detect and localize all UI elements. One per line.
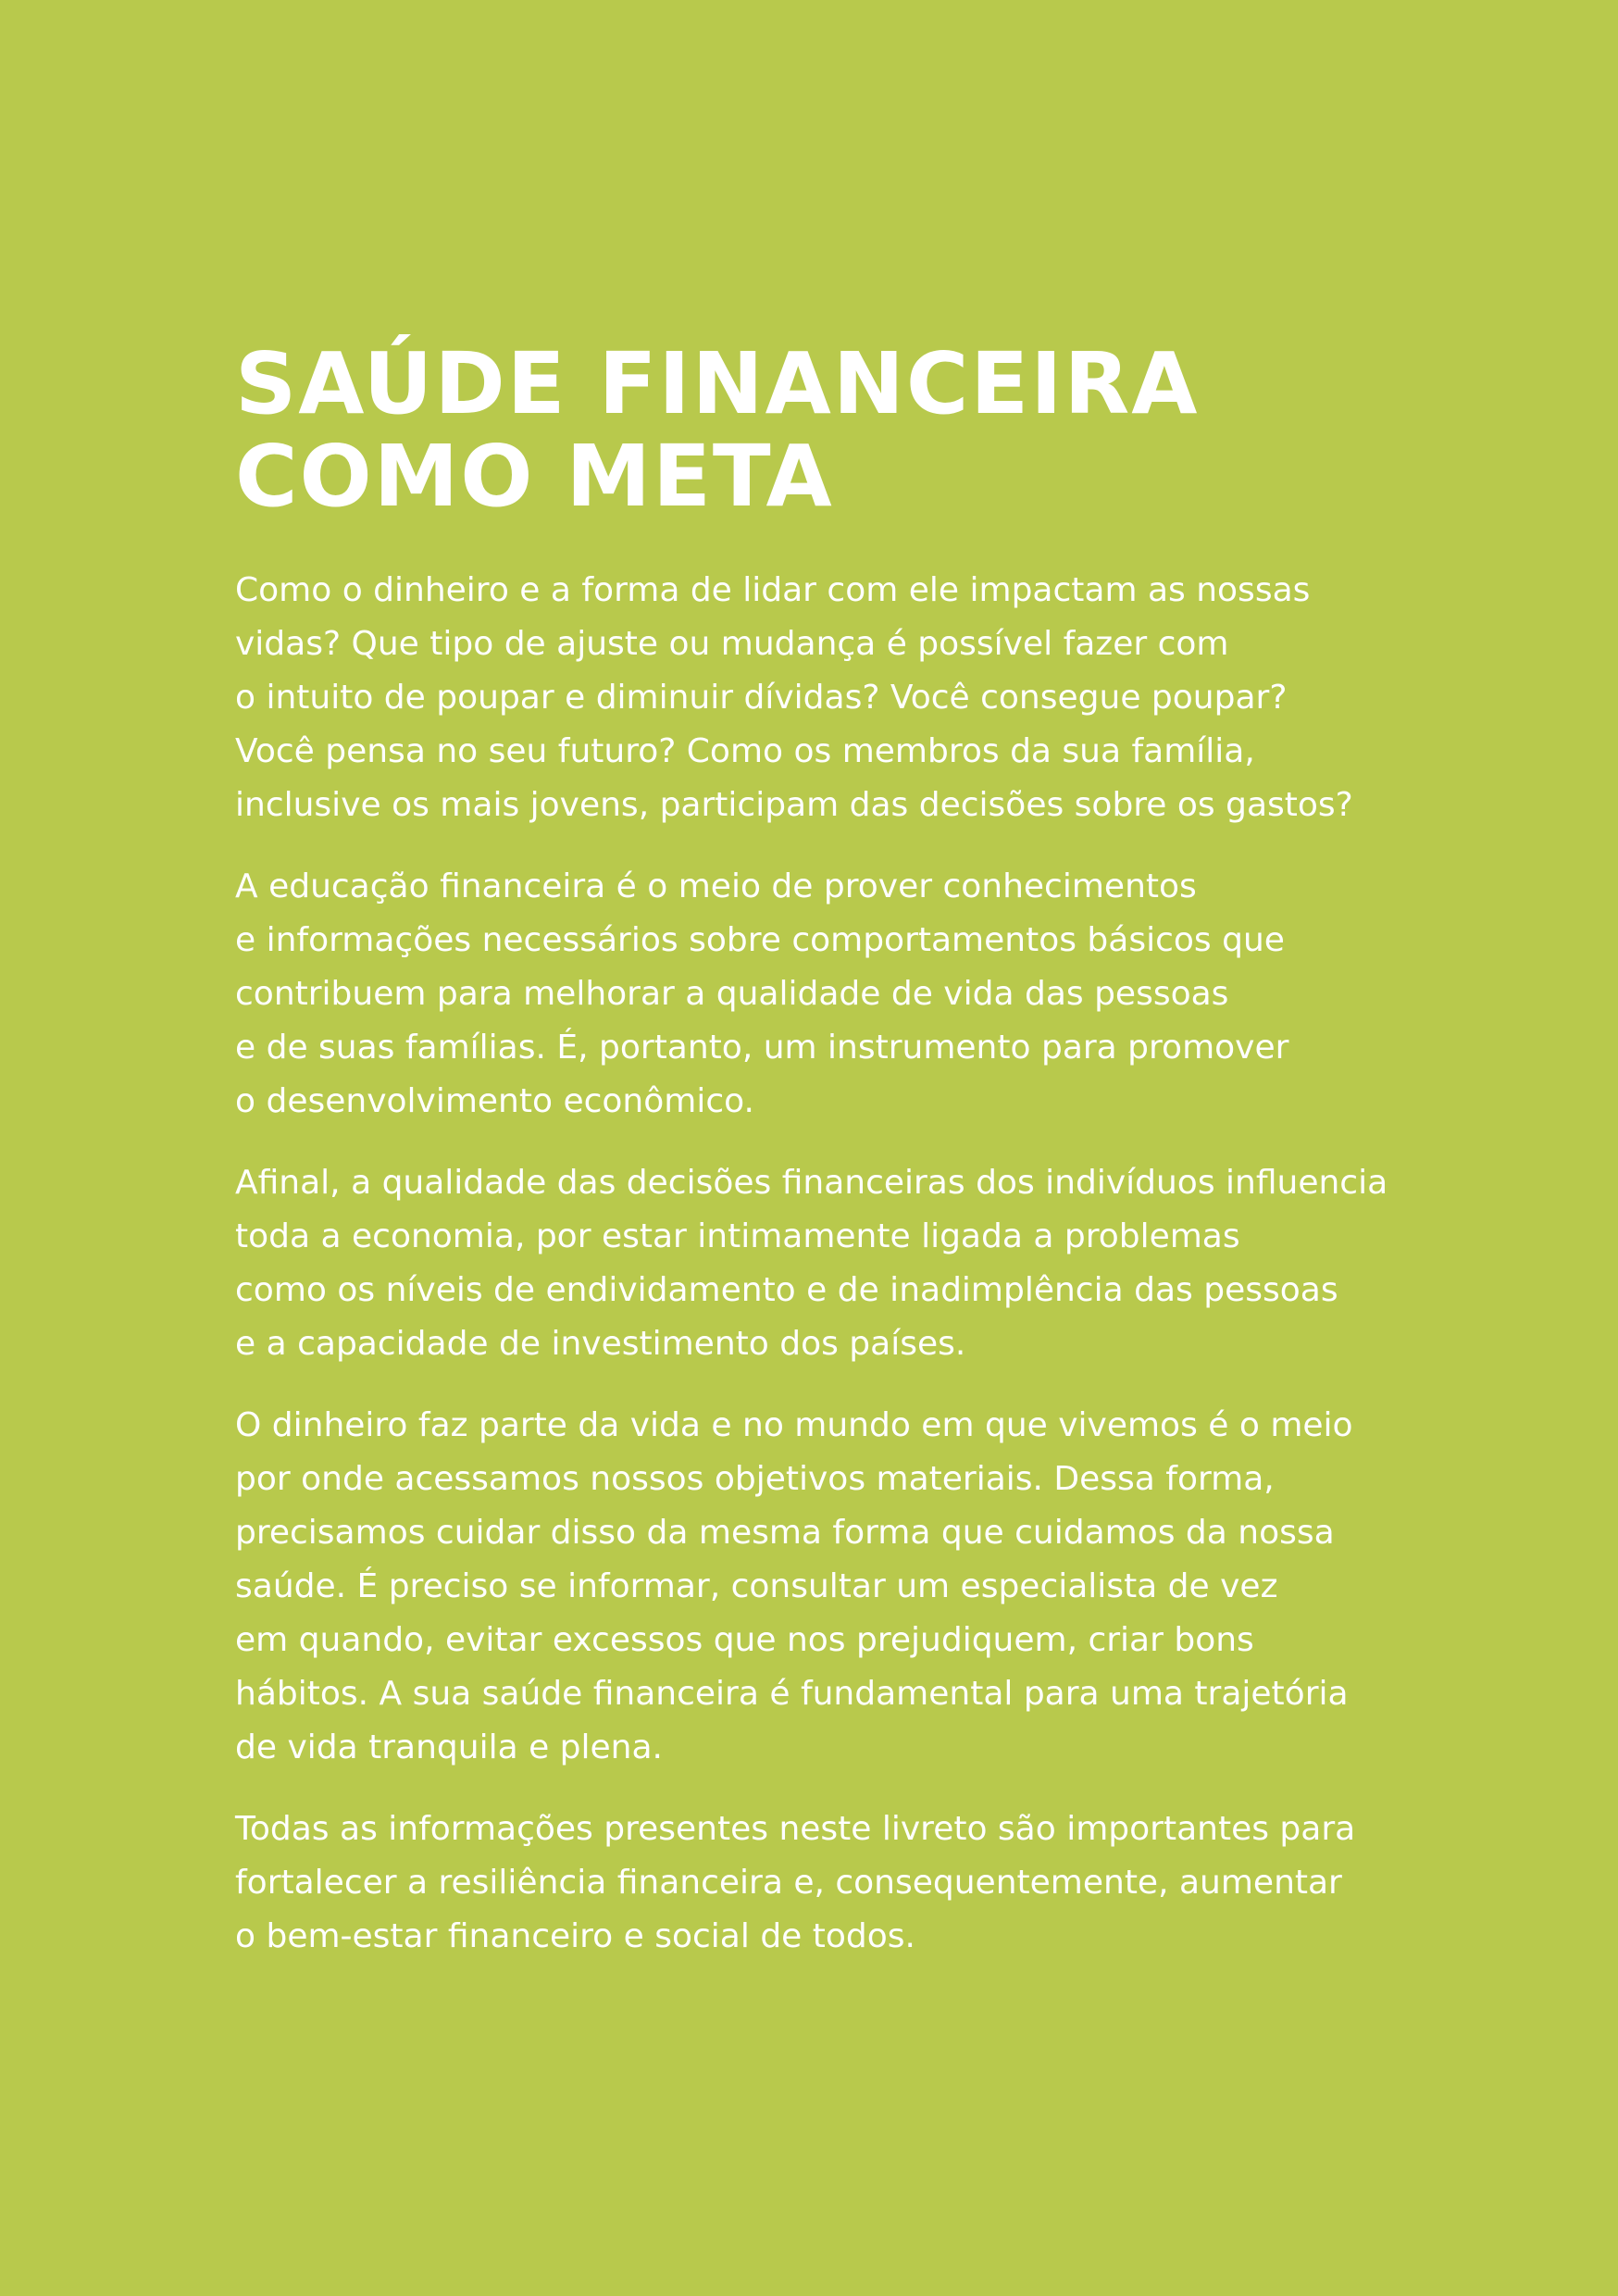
- text-line: Como o dinheiro e a forma de lidar com ele impactam as nossas: [235, 571, 1311, 609]
- text-line: contribuem para melhorar a qualidade de vida das pessoas: [235, 975, 1229, 1013]
- content-block: [235, 334, 1438, 1991]
- text-line: em quando, evitar excessos que nos prejudiquem, criar bons: [235, 1621, 1254, 1659]
- text-line: Afinal, a qualidade das decisões financeiras dos indivíduos influencia: [235, 1164, 1388, 1202]
- text-line: o intuito de poupar e diminuir dívidas? Você consegue poupar?: [235, 679, 1288, 717]
- text-line: precisamos cuidar disso da mesma forma que cuidamos da nossa: [235, 1514, 1335, 1552]
- text-line: de vida tranquila e plena.: [235, 1728, 663, 1766]
- text-line: o desenvolvimento econômico.: [235, 1082, 754, 1120]
- text-line: vidas? Que tipo de ajuste ou mudança é possível fazer com: [235, 625, 1229, 663]
- paragraph-1: [235, 564, 1438, 832]
- text-line: saúde. É preciso se informar, consultar um especialista de vez: [235, 1567, 1278, 1605]
- text-line: inclusive os mais jovens, participam das decisões sobre os gastos?: [235, 786, 1353, 824]
- text-line: toda a economia, por estar intimamente ligada a problemas: [235, 1217, 1240, 1255]
- paragraph-5: [235, 1803, 1438, 1964]
- text-line: A educação financeira é o meio de prover conhecimentos: [235, 867, 1197, 905]
- page-title: [235, 334, 1438, 526]
- paragraph-3: [235, 1156, 1438, 1371]
- text-line: e a capacidade de investimento dos países.: [235, 1325, 966, 1363]
- text-line: e informações necessários sobre comportamentos básicos que: [235, 921, 1285, 959]
- text-line: fortalecer a resiliência financeira e, consequentemente, aumentar: [235, 1864, 1342, 1902]
- text-line: por onde acessamos nossos objetivos materiais. Dessa forma,: [235, 1460, 1275, 1498]
- text-line: como os níveis de endividamento e de inadimplência das pessoas: [235, 1271, 1338, 1309]
- text-line: e de suas famílias. É, portanto, um instrumento para promover: [235, 1029, 1289, 1067]
- title-line: SAÚDE FINANCEIRA: [235, 334, 1200, 433]
- text-line: hábitos. A sua saúde financeira é fundamental para uma trajetória: [235, 1675, 1349, 1713]
- paragraph-2: [235, 860, 1438, 1129]
- title-line: COMO META: [235, 427, 834, 526]
- text-line: Você pensa no seu futuro? Como os membros da sua família,: [235, 732, 1255, 770]
- text-line: o bem-estar financeiro e social de todos.: [235, 1917, 915, 1955]
- paragraph-4: [235, 1399, 1438, 1775]
- text-line: O dinheiro faz parte da vida e no mundo em que vivemos é o meio: [235, 1406, 1353, 1444]
- text-line: Todas as informações presentes neste livreto são importantes para: [235, 1810, 1356, 1848]
